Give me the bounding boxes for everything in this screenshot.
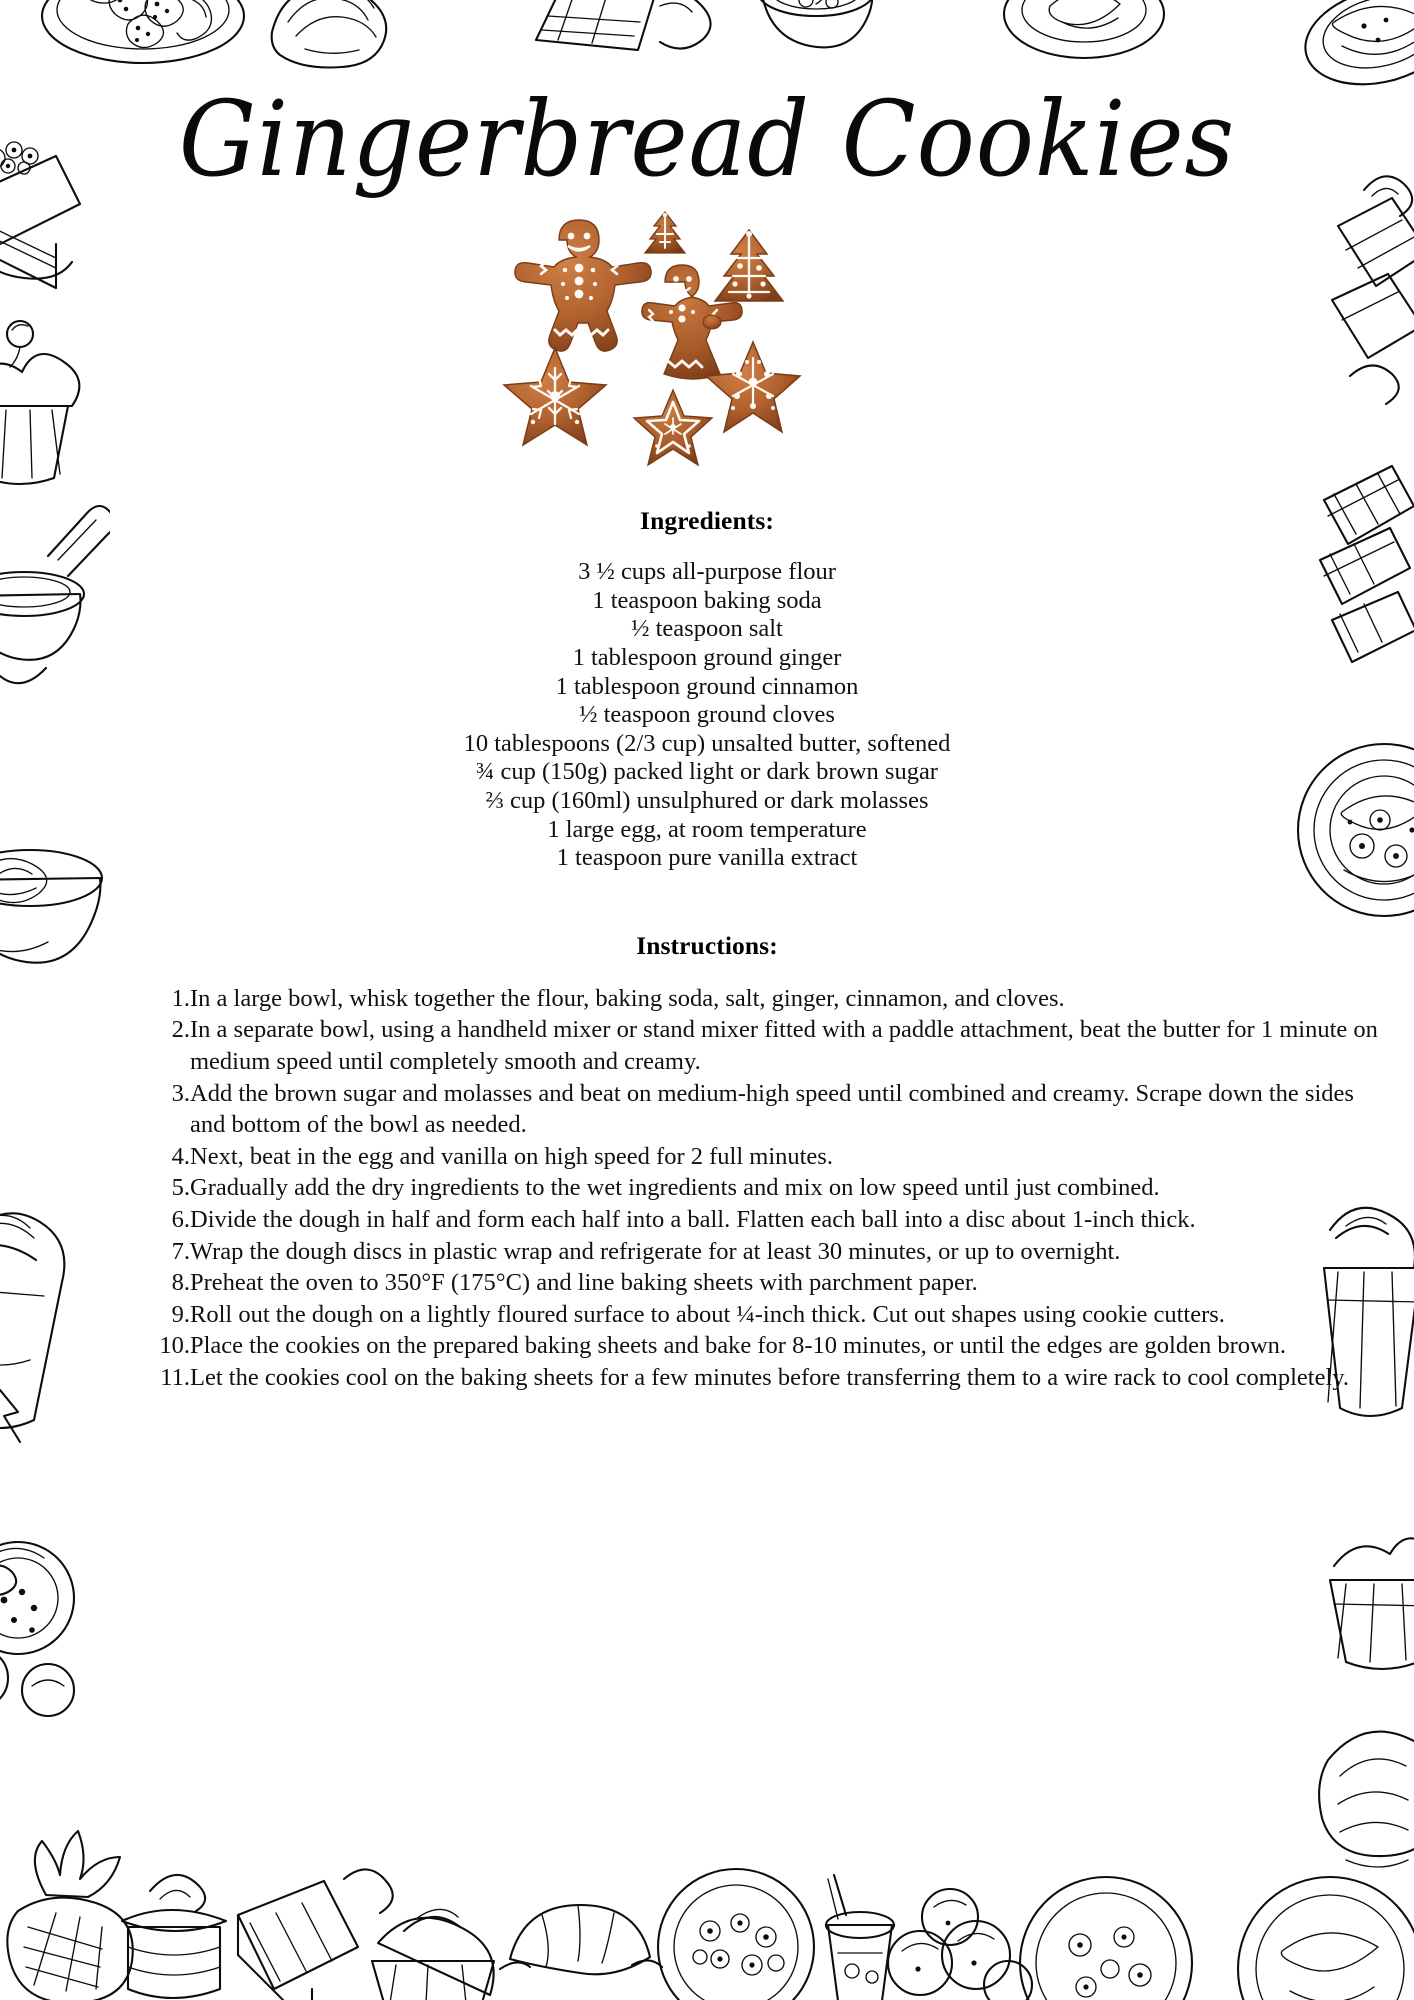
hero-cookie-image xyxy=(0,196,1414,486)
cupcake-tray-icon xyxy=(372,1909,494,2000)
ingredients-heading: Ingredients: xyxy=(640,506,774,536)
instruction-step: Next, beat in the egg and vanilla on high speed for 2 full minutes. xyxy=(190,1142,833,1170)
instruction-step: Divide the dough in half and form each half into a ball. Flatten each ball into a disc about 1-inch thick. xyxy=(190,1205,1196,1233)
gingerbread-star-large xyxy=(504,348,606,445)
pineapple-icon xyxy=(7,1831,132,2000)
gingerbread-star-right xyxy=(706,342,800,432)
chocolate-bar-sketch-icon xyxy=(536,0,711,50)
cereal-bowl-icon xyxy=(658,1869,814,2000)
ingredient-item: ½ teaspoon salt xyxy=(631,615,783,643)
far-right-bowl-icon xyxy=(1238,1877,1414,2000)
muffin-icon xyxy=(1330,1538,1414,1669)
bread-loaf-icon xyxy=(1319,1732,1414,1867)
drink-cup-icon xyxy=(826,1875,894,2000)
instruction-step: Let the cookies cool on the baking sheets for a few minutes before transferring them to a wire rack to cool completely. xyxy=(190,1363,1350,1391)
pizza-tart-icon xyxy=(1020,1877,1192,2000)
border-art-bottom xyxy=(0,1819,1414,2000)
gingerbread-crumb xyxy=(703,315,721,329)
ingredient-item: ½ teaspoon ground cloves xyxy=(579,701,835,729)
ingredient-item: 1 teaspoon baking soda xyxy=(592,586,822,614)
bowl-of-sweets-icon xyxy=(758,0,874,47)
ingredient-item: 1 large egg, at room temperature xyxy=(547,815,867,843)
gingerbread-tree-small xyxy=(645,212,685,253)
profiteroles-icon xyxy=(888,1889,1032,2000)
page-title: Gingerbread Cookies xyxy=(178,78,1236,200)
cookie-jar-icon xyxy=(0,1542,74,1716)
ingredient-item: 10 tablespoons (2/3 cup) unsalted butter, softened xyxy=(463,729,951,757)
croissant-icon xyxy=(500,1905,662,1974)
swirl-plate-icon xyxy=(1004,0,1164,58)
pastry-sketch-icon xyxy=(272,0,387,67)
instructions-heading: Instructions: xyxy=(636,930,778,960)
ingredient-item: 1 tablespoon ground ginger xyxy=(572,643,842,671)
gingerbread-man xyxy=(515,220,651,351)
instruction-step: Roll out the dough on a lightly floured surface to about ¼-inch thick. Cut out shapes using cookie cutters. xyxy=(190,1300,1225,1328)
instruction-step: Preheat the oven to 350°F (175°C) and line baking sheets with parchment paper. xyxy=(190,1269,978,1297)
instruction-step: In a separate bowl, using a handheld mixer or stand mixer fitted with a paddle attachment, beat the butter for 1 minute on medium speed until completely smooth and creamy. xyxy=(190,1016,1378,1075)
ingredient-item: 1 tablespoon ground cinnamon xyxy=(555,672,859,700)
plate-of-cookies-icon xyxy=(42,0,244,63)
instructions-list xyxy=(0,983,1414,1394)
instruction-step: Gradually add the dry ingredients to the wet ingredients and mix on low speed until just combined. xyxy=(190,1174,1160,1202)
ingredient-item: ⅔ cup (160ml) unsulphured or dark molasses xyxy=(485,786,929,814)
pie-slice-icon xyxy=(1295,0,1414,99)
bread-slice-icon xyxy=(238,1869,393,2000)
instruction-step: In a large bowl, whisk together the flour, baking soda, salt, ginger, cinnamon, and cloves. xyxy=(190,984,1065,1012)
gingerbread-star-medium xyxy=(634,390,712,465)
instruction-step: Place the cookies on the prepared baking sheets and bake for 8-10 minutes, or until the edges are golden brown. xyxy=(190,1332,1287,1360)
recipe-content xyxy=(0,484,1414,1393)
ingredient-item: 1 teaspoon pure vanilla extract xyxy=(556,844,858,872)
instruction-step: Add the brown sugar and molasses and beat on medium-high speed until combined and creamy. Scrape down the sides and bottom of the bowl as needed. xyxy=(190,1079,1354,1139)
ingredient-item: ¾ cup (150g) packed light or dark brown sugar xyxy=(476,758,938,786)
ingredient-item: 3 ½ cups all-purpose flour xyxy=(578,558,836,586)
gingerbread-tree-large xyxy=(715,230,783,301)
gingerbread-girl xyxy=(642,265,742,379)
instruction-step: Wrap the dough discs in plastic wrap and refrigerate for at least 30 minutes, or up to overnight. xyxy=(190,1237,1121,1265)
layer-cake-icon xyxy=(122,1875,226,1998)
ingredients-list xyxy=(0,558,1414,873)
